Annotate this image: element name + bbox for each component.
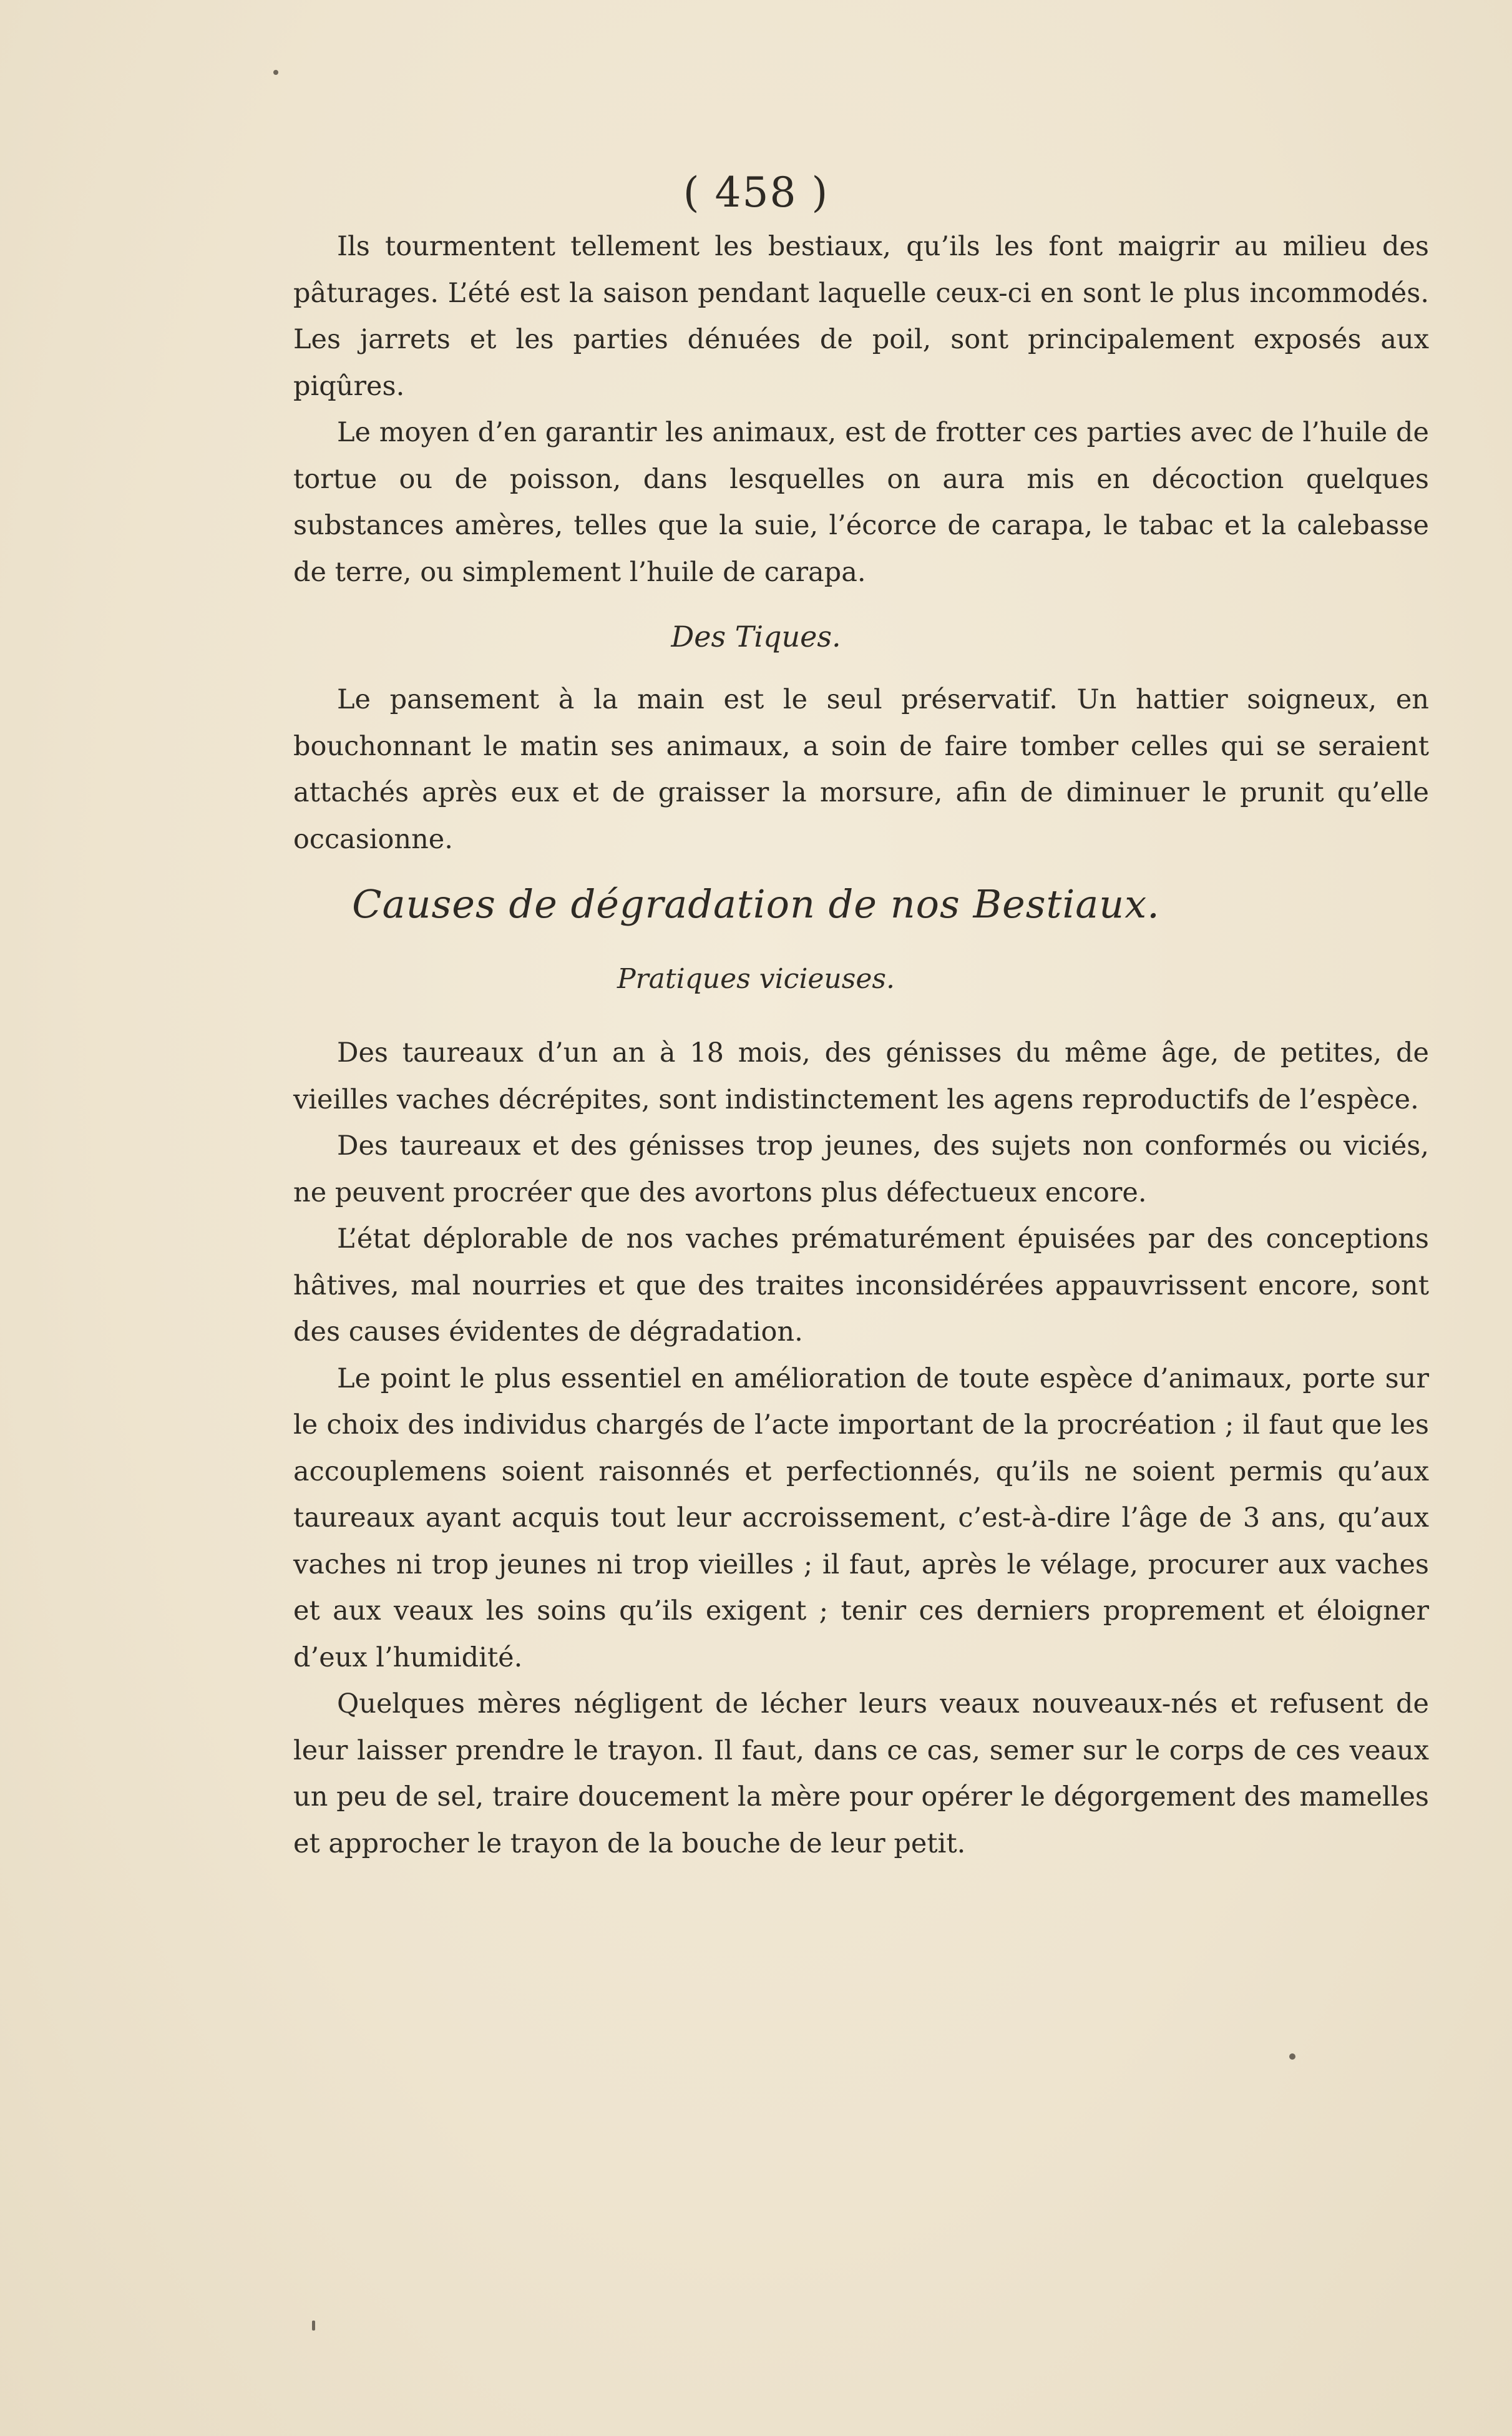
section-two [293, 677, 1429, 863]
paragraph: Le point le plus essentiel en amélioration de toute espèce d’animaux, porte sur le choix des individus chargés de l’acte important de la procréation ; il faut que les accouplemens soient raisonnés et perfectionnés, qu’ils ne soient permis qu’aux taureaux ayant acquis tout leur accroissement, c’est-à-dire l’âge de 3 ans, qu’aux vaches ni trop jeunes ni trop vieilles ; il faut, après le vélage, procurer aux vaches et aux veaux les soins qu’ils exigent ; tenir ces derniers proprement et éloigner d’eux l’humidité. [293, 1362, 1429, 1673]
paragraph: Le moyen d’en garantir les animaux, est de frotter ces parties avec de l’huile de tortue ou de poisson, dans lesquelles on aura mis en décoction quelques substances amères, telles que la suie, l’écorce de carapa, le tabac et la calebasse de terre, ou simplement l’huile de carapa. [293, 417, 1429, 588]
paragraph: Le pansement à la main est le seul préservatif. Un hattier soigneux, en bouchonnant le matin ses animaux, a soin de faire tomber celles qui se seraient attachés après eux et de graisser la morsure, afin de diminuer le prunit qu’elle occasionne. [293, 684, 1429, 855]
section-one [293, 223, 1429, 595]
paragraph: L’état déplorable de nos vaches prématurément épuisées par des conceptions hâtives, mal nourries et que des traites inconsidérées appauvrissent encore, sont des causes évidentes de dégradation. [293, 1223, 1429, 1348]
paragraph: Ils tourmentent tellement les bestiaux, qu’ils les font maigrir au milieu des pâturages. L’été est la saison pendant laquelle ceux-ci en sont le plus incommodés. Les jarrets et les parties dénuées de poil, sont principalement exposés aux piqûres. [293, 231, 1429, 402]
ink-speck [312, 2321, 315, 2331]
paragraph: Quelques mères négligent de lécher leurs veaux nouveaux-nés et refusent de leur laisser prendre le trayon. Il faut, dans ce cas, semer sur le corps de ces veaux un peu de sel, traire doucement la mère pour opérer le dégorgement des mamelles et approcher le trayon de la bouche de leur petit. [293, 1688, 1429, 1859]
heading-tiques: Des Tiques. [671, 620, 841, 653]
ink-speck [273, 70, 278, 75]
paragraph: Des taureaux et des génisses trop jeunes, des sujets non conformés ou viciés, ne peuvent procréer que des avortons plus défectueux encore. [293, 1130, 1429, 1208]
paragraph: Des taureaux d’un an à 18 mois, des génisses du même âge, de petites, de vieilles vaches décrépites, sont indistinctement les agens reproductifs de l’espèce. [293, 1037, 1429, 1115]
section-three [293, 1030, 1429, 1867]
heading-pratiques: Pratiques vicieuses. [617, 963, 895, 995]
heading-causes: Causes de dégradation de nos Bestiaux. [352, 881, 1160, 927]
ink-speck [1289, 2053, 1295, 2060]
page-number: ( 458 ) [683, 169, 829, 217]
